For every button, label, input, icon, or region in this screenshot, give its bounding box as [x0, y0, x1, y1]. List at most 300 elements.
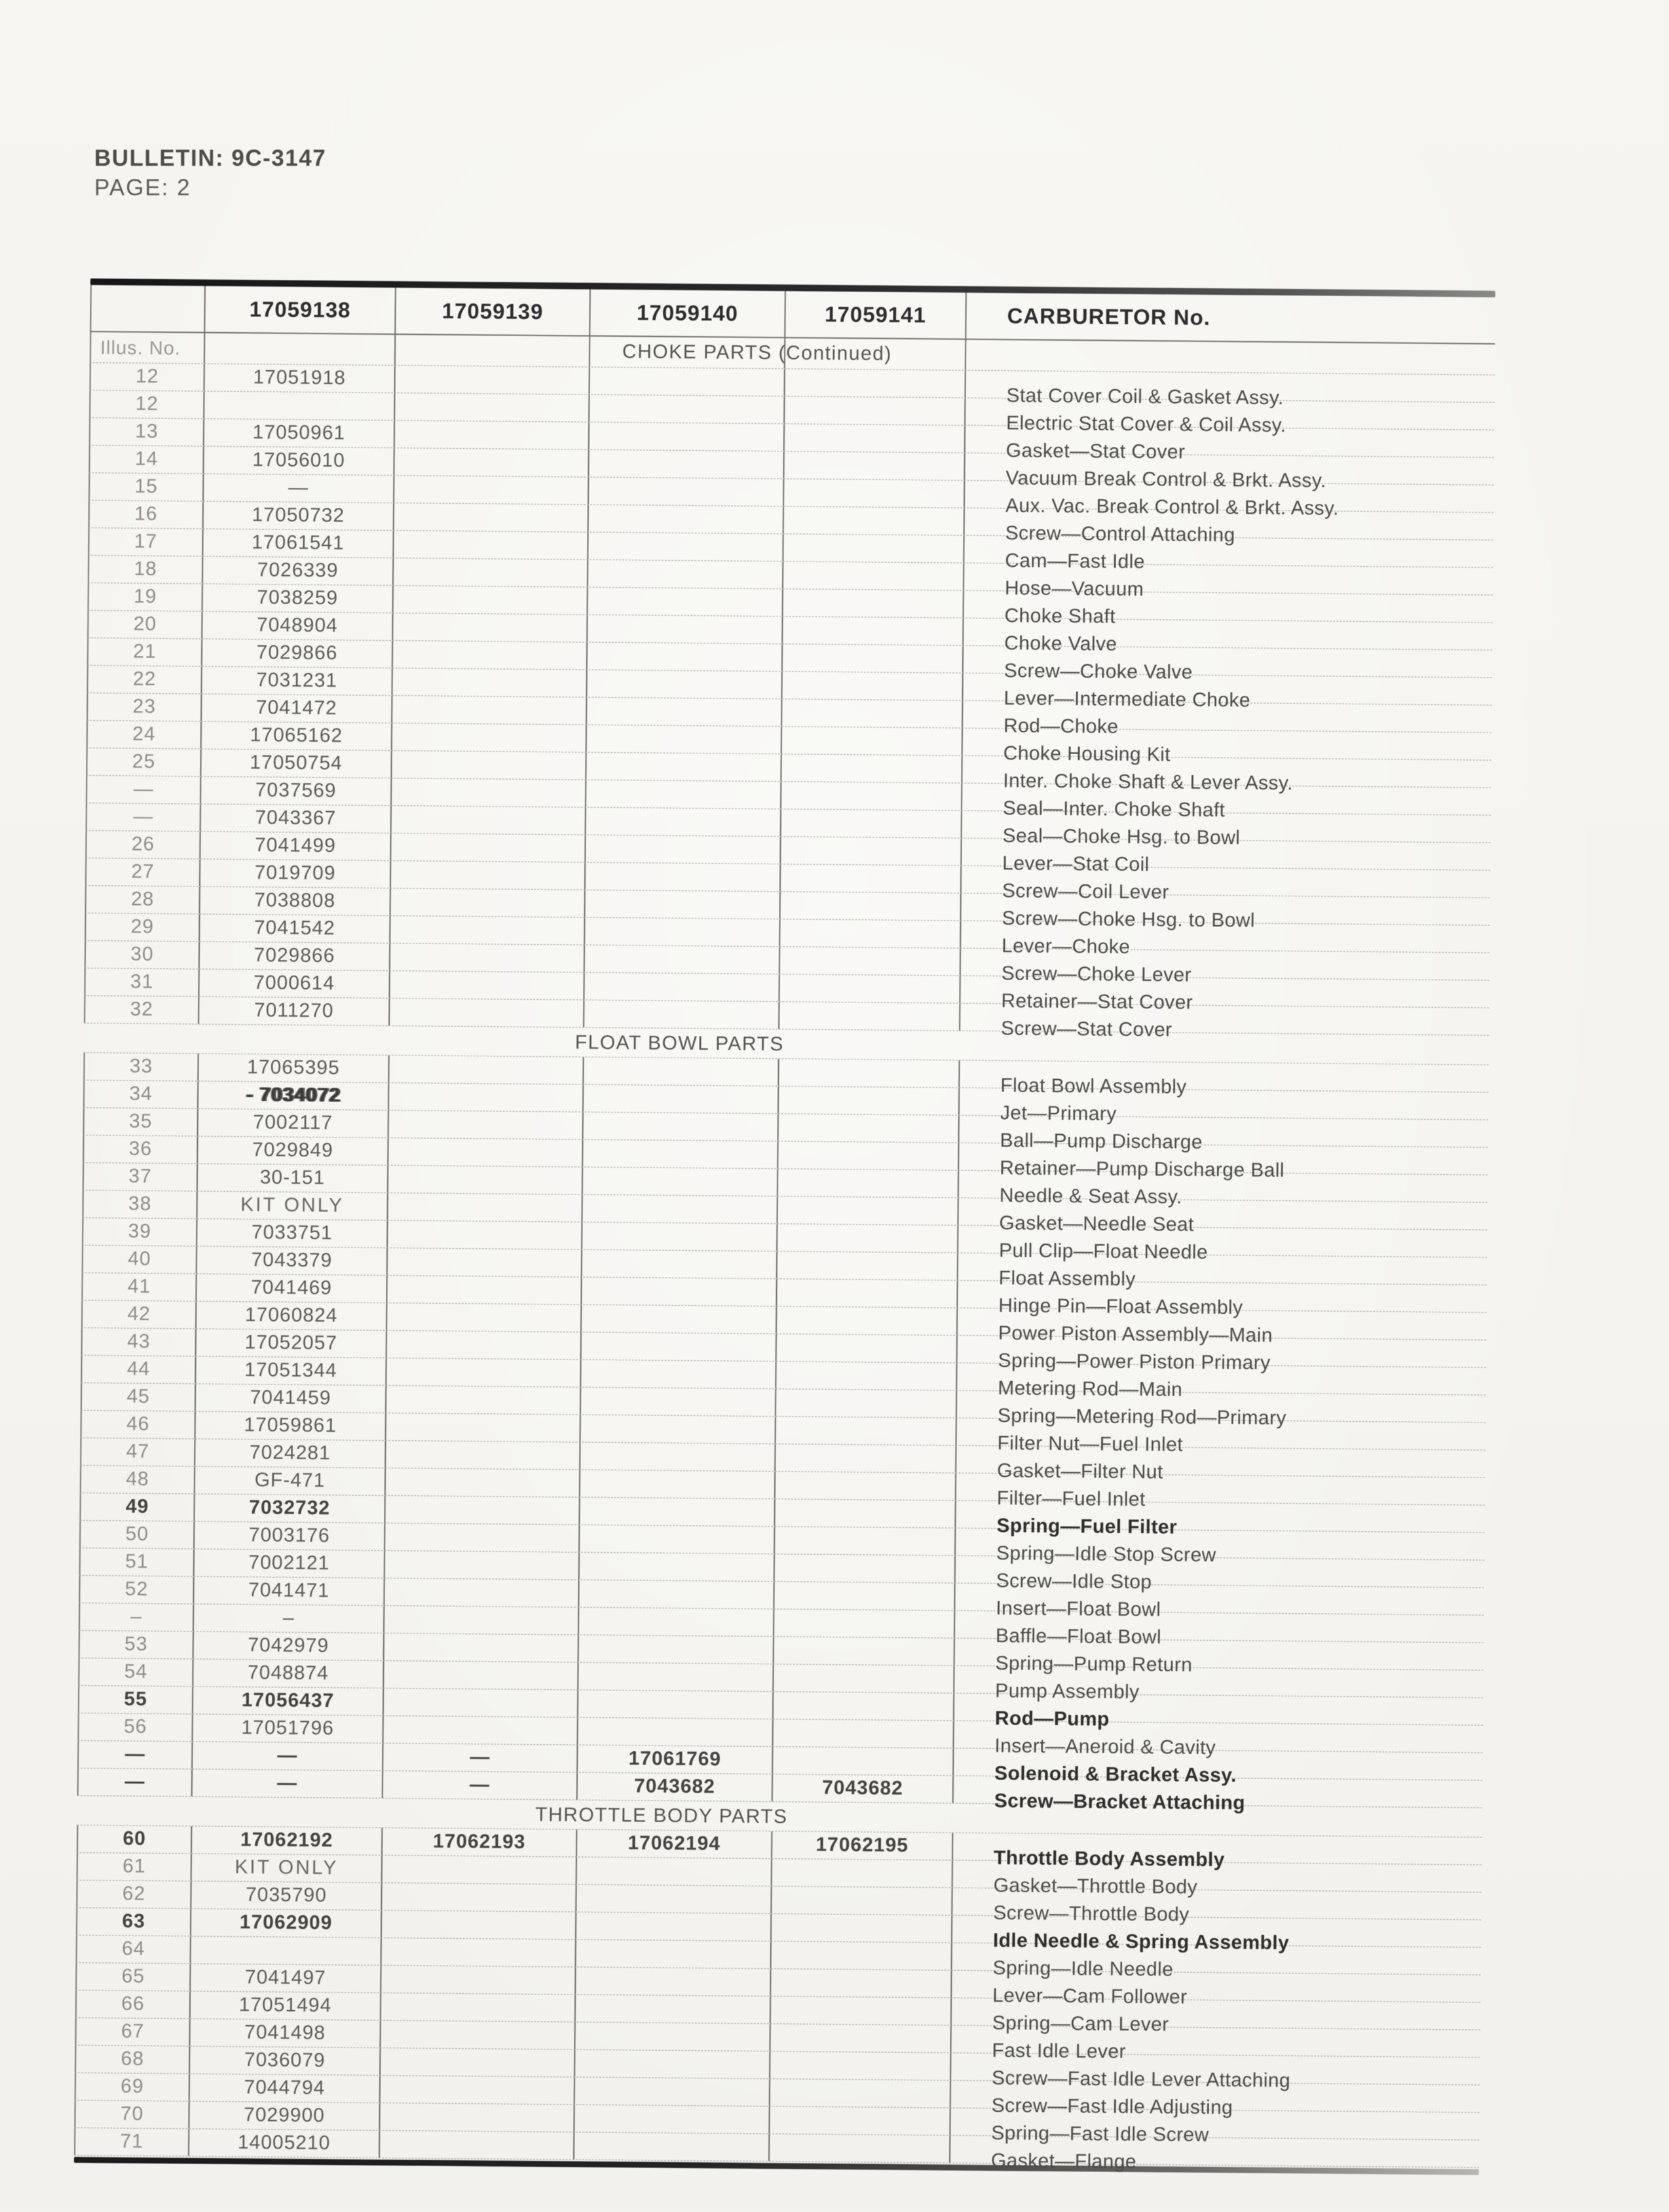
part-number: [774, 1637, 954, 1641]
part-number-cell: [203, 529, 394, 558]
illus-no: 26: [131, 833, 155, 855]
part-number: 17060824: [244, 1304, 338, 1327]
part-number-cell: [770, 2107, 950, 2135]
part-number: [782, 699, 962, 704]
parts-table-body: [74, 363, 1495, 2173]
part-number-cell: [772, 1941, 952, 1970]
part-number-cell: [785, 396, 966, 425]
carb-column-header: [590, 290, 786, 337]
part-number-cell: [382, 1911, 576, 1939]
part-description: Lever—Choke: [1002, 935, 1131, 958]
part-number: —: [276, 1772, 298, 1794]
part-number-cell: [395, 421, 590, 449]
part-number: 7002121: [248, 1552, 330, 1574]
part-description: Hose—Vacuum: [1004, 577, 1144, 601]
part-description: Spring—Cam Lever: [992, 2012, 1169, 2036]
part-number-cell: [589, 478, 784, 506]
illus-no: 38: [128, 1192, 152, 1215]
part-number-cell: [580, 1498, 775, 1527]
part-number: 7019709: [254, 862, 336, 885]
illus-no: 15: [134, 475, 159, 497]
part-number: 7037569: [255, 779, 337, 802]
part-number: 7044794: [244, 2076, 326, 2099]
part-number-cell: [204, 447, 394, 476]
part-number-cell: [775, 1554, 956, 1582]
illus-no-cell: [84, 941, 200, 969]
part-number: [782, 754, 962, 759]
part-number-cell: [772, 1831, 953, 1859]
illus-no: —: [133, 778, 154, 800]
illus-no: 40: [128, 1248, 151, 1270]
part-description: Screw—Choke Valve: [1003, 660, 1193, 683]
part-number-cell: [386, 1441, 580, 1470]
illus-no: 17: [134, 530, 158, 552]
part-number-cell: [201, 750, 392, 778]
part-number-cell: [197, 1329, 387, 1358]
part-number: [773, 1747, 952, 1751]
illus-no: 70: [120, 2103, 144, 2125]
part-description: Screw—Stat Cover: [1000, 1018, 1172, 1041]
part-number-cell: [195, 1521, 385, 1550]
part-number-cell: [383, 1744, 578, 1772]
illus-no: 63: [122, 1910, 145, 1932]
illus-no-cell: [88, 473, 204, 501]
part-number: [775, 1582, 954, 1586]
section-title: FLOAT BOWL PARTS: [574, 1031, 784, 1056]
part-number-cell: [782, 672, 963, 700]
part-number-cell: [771, 1996, 952, 2025]
part-number-cell: [778, 1141, 959, 1170]
part-number-cell: [577, 1858, 772, 1886]
illus-no-cell: [79, 1603, 194, 1631]
part-number-cell: [197, 1301, 387, 1330]
carb-number-3: 17059140: [636, 300, 739, 326]
illus-no: 32: [130, 998, 154, 1020]
part-number-cell: [581, 1388, 776, 1417]
part-number-cell: [772, 1859, 953, 1887]
illus-no: 44: [126, 1358, 151, 1380]
part-number-cell: [781, 837, 962, 865]
part-number: [785, 424, 964, 429]
illus-no-cell: [85, 831, 200, 859]
part-number-cell: [196, 1411, 386, 1440]
part-number-cell: [393, 613, 588, 642]
illus-no: 65: [121, 1965, 145, 1987]
part-number-cell: [780, 947, 961, 975]
part-number-cell: [588, 643, 783, 672]
part-number-cell: [391, 861, 586, 890]
part-number: —: [469, 1774, 491, 1796]
part-number-cell: [782, 699, 963, 727]
part-number: 7038259: [257, 586, 339, 609]
illus-no-cell: [77, 1768, 193, 1797]
illus-no-cell: [83, 1163, 198, 1191]
part-number-cell: [392, 778, 586, 807]
part-description: Gasket—Throttle Body: [993, 1875, 1198, 1898]
illus-no-cell: [89, 391, 204, 419]
part-description: Float Bowl Assembly: [1000, 1075, 1187, 1098]
part-number-cell: [199, 997, 390, 1025]
part-number-cell: [779, 1114, 960, 1142]
part-number: [784, 506, 964, 511]
part-number-cell: [395, 393, 590, 422]
part-number-cell: [385, 1551, 580, 1580]
part-number-cell: [584, 1001, 779, 1029]
part-number: 17065162: [250, 724, 343, 747]
spacer-cell: [966, 340, 1495, 375]
part-number-cell: [391, 888, 586, 917]
illus-no: 54: [124, 1660, 148, 1683]
illus-no-cell: [84, 968, 199, 997]
illus-no: 35: [128, 1110, 153, 1132]
part-number-cell: [189, 2101, 380, 2130]
part-number-cell: [394, 476, 589, 505]
part-number: 7041471: [248, 1579, 330, 1602]
part-number-cell: [202, 612, 393, 641]
part-number-cell: [385, 1496, 580, 1525]
part-number-cell: [196, 1384, 386, 1413]
illus-no-cell: [88, 583, 203, 611]
part-number-cell: [201, 805, 392, 833]
part-number: [772, 1886, 952, 1891]
part-number-cell: [588, 588, 783, 617]
part-number-cell: [779, 1086, 960, 1115]
part-number-cell: [382, 1883, 576, 1912]
part-number-cell: [781, 782, 962, 810]
illus-no-cell: [75, 1963, 191, 1991]
illus-no: 12: [135, 392, 159, 415]
part-description: Gasket—Flange: [990, 2150, 1137, 2173]
illus-no-cell: [83, 1080, 198, 1109]
illus-no-cell: [83, 1135, 198, 1164]
illus-no-cell: [89, 418, 204, 446]
part-number: 7042979: [248, 1634, 329, 1657]
parts-table: [74, 278, 1495, 2175]
part-number-cell: [392, 668, 587, 697]
part-number: 7011270: [253, 999, 334, 1022]
illus-no-cell: [78, 1713, 193, 1742]
part-description: Seal—Inter. Choke Shaft: [1002, 797, 1226, 822]
section-title-choke-parts: CHOKE PARTS (Continued): [622, 341, 892, 365]
part-number-cell: [585, 918, 780, 947]
part-number-cell: [380, 2103, 574, 2132]
part-description: Insert—Float Bowl: [996, 1597, 1161, 1621]
illus-no-cell: [83, 1108, 198, 1136]
part-number: [783, 589, 963, 594]
part-number-cell: [195, 1439, 386, 1468]
part-number: 7029900: [244, 2104, 326, 2127]
part-number-cell: [781, 809, 962, 837]
illus-no: 61: [122, 1855, 146, 1877]
illus-no: 37: [128, 1165, 152, 1187]
part-number-cell: [586, 835, 781, 864]
part-number: 7041497: [244, 1966, 326, 1989]
part-number: 7048904: [256, 614, 338, 637]
illus-no: 13: [135, 420, 159, 442]
part-number: 7029866: [253, 944, 335, 967]
part-number-cell: [197, 1219, 388, 1248]
part-number-cell: [575, 2023, 770, 2051]
part-number: 7041499: [254, 834, 336, 857]
illus-no-cell: [75, 1991, 191, 2019]
illus-no: 25: [132, 750, 156, 772]
part-number: [777, 1362, 956, 1366]
part-description: Screw—Bracket Attaching: [994, 1790, 1246, 1814]
part-number-cell: [778, 1251, 958, 1280]
part-number-cell: [580, 1470, 776, 1499]
part-description: Pull Clip—Float Needle: [998, 1240, 1209, 1263]
part-number: [778, 1251, 957, 1256]
illus-no-cell: [82, 1218, 197, 1246]
part-number: [775, 1527, 954, 1531]
part-number: [785, 369, 965, 373]
part-number: 7043367: [255, 807, 337, 830]
part-number-cell: [193, 1769, 383, 1798]
part-number-cell: [584, 1058, 779, 1086]
part-number-cell: [774, 1637, 955, 1665]
part-number-cell: [781, 754, 962, 782]
part-number-cell: [576, 1995, 771, 2024]
part-number-cell: [381, 2076, 575, 2105]
part-description: Rod—Pump: [994, 1707, 1110, 1730]
part-number: [774, 1719, 953, 1724]
part-description: Spring—Fuel Filter: [996, 1515, 1178, 1538]
part-number-cell: [783, 562, 964, 590]
part-description: Spring—Pump Return: [995, 1652, 1193, 1676]
illus-no: 46: [126, 1413, 150, 1435]
part-number-cell: [191, 1881, 382, 1910]
illus-no-cell: [81, 1273, 197, 1301]
illus-no: —: [124, 1770, 145, 1793]
part-number-cell: [393, 641, 588, 670]
part-number: —: [470, 1746, 491, 1768]
part-description: Spring—Power Piston Primary: [998, 1350, 1271, 1374]
illus-no: 16: [134, 503, 158, 525]
illus-no: 51: [125, 1550, 149, 1573]
illus-no: 14: [134, 448, 159, 470]
part-description: Choke Shaft: [1004, 605, 1116, 628]
part-number: [770, 2107, 950, 2111]
part-number-cell: [205, 364, 396, 393]
part-number-cell: [578, 1690, 774, 1719]
part-number-cell: [384, 1606, 579, 1635]
part-number-cell: [776, 1444, 956, 1472]
illus-no-cell: [85, 886, 200, 914]
part-number-cell: [390, 999, 584, 1027]
part-number: 17062909: [239, 1911, 333, 1934]
part-number-cell: [586, 753, 781, 782]
part-number: 17056437: [241, 1689, 335, 1712]
part-description: Screw—Coil Lever: [1002, 880, 1169, 904]
illus-no-cell: [86, 748, 201, 776]
part-number-cell: [388, 1166, 583, 1194]
part-number-cell: [389, 1083, 584, 1112]
part-number-cell: [197, 1274, 387, 1303]
part-number-cell: [581, 1360, 776, 1389]
illus-no-cell: [79, 1631, 194, 1659]
part-number-cell: [775, 1499, 956, 1527]
part-number-cell: [588, 533, 783, 562]
document-header: [94, 144, 326, 203]
illus-no-cell: [87, 611, 202, 639]
illus-no: 41: [127, 1275, 151, 1297]
part-number-cell: [773, 1774, 954, 1802]
part-number-cell: [394, 586, 588, 615]
part-number-cell: [385, 1523, 580, 1552]
part-number-cell: [578, 1718, 774, 1747]
part-number: [771, 2024, 950, 2029]
illus-no: 22: [132, 668, 157, 690]
part-number: 17051796: [241, 1717, 335, 1740]
part-description: Power Piston Assembly—Main: [998, 1322, 1273, 1346]
part-number: 17050754: [250, 752, 343, 774]
carb-column-header: [396, 288, 591, 335]
illus-no-cell: [86, 721, 202, 749]
part-number: KIT ONLY: [240, 1194, 345, 1217]
part-number-cell: [381, 2048, 575, 2077]
part-number-cell: [783, 617, 964, 645]
part-description: Screw—Fast Idle Lever Attaching: [991, 2067, 1291, 2092]
part-description: Screw—Fast Idle Adjusting: [991, 2095, 1233, 2119]
part-number: 17062195: [816, 1833, 909, 1856]
part-number-cell: [394, 503, 589, 532]
part-description: Aux. Vac. Break Control & Brkt. Assy.: [1005, 495, 1340, 520]
illus-no: —: [124, 1743, 145, 1765]
part-description: Spring—Idle Stop Screw: [996, 1542, 1216, 1567]
part-number-cell: [577, 1830, 772, 1859]
part-number-cell: [785, 424, 966, 452]
part-description: Cam—Fast Idle: [1005, 550, 1146, 573]
part-description: Fast Idle Lever: [992, 2040, 1127, 2063]
part-description: Jet—Primary: [1000, 1102, 1117, 1125]
part-number: [779, 1086, 958, 1091]
illus-no-cell: [90, 363, 205, 391]
part-number: 7026339: [257, 559, 339, 582]
part-number-cell: [582, 1223, 778, 1251]
illus-no-cell: [76, 1880, 191, 1909]
part-number-cell: [191, 1991, 381, 2020]
illus-no-cell: [88, 501, 204, 529]
part-number: 7041542: [253, 917, 335, 940]
part-description: Filter—Fuel Inlet: [996, 1487, 1146, 1511]
part-number-cell: [386, 1468, 580, 1497]
part-number-cell: [776, 1472, 956, 1500]
part-number: [781, 864, 960, 869]
part-number: 7043682: [821, 1776, 903, 1799]
part-number-cell: [380, 2131, 574, 2160]
part-description: Electric Stat Cover & Coil Assy.: [1005, 412, 1286, 436]
part-number-cell: [388, 1221, 582, 1249]
part-description: Metering Rod—Main: [998, 1377, 1183, 1401]
part-number-cell: [391, 833, 586, 862]
illus-no-cell: [75, 2046, 190, 2074]
part-number-cell: [200, 860, 391, 888]
part-number: [783, 617, 962, 621]
part-number: 17051918: [253, 366, 347, 389]
part-number: [776, 1499, 955, 1504]
part-number-cell: [589, 505, 784, 534]
part-number-cell: [783, 534, 964, 562]
part-number-cell: [578, 1745, 773, 1774]
part-description: Vacuum Break Control & Brkt. Assy.: [1005, 467, 1326, 492]
illus-no: 31: [130, 970, 154, 993]
illus-no-cell: [74, 2101, 189, 2129]
part-number: - 7034072: [246, 1084, 341, 1107]
part-description: Gasket—Filter Nut: [997, 1460, 1163, 1483]
illus-no-cell: [77, 1741, 193, 1769]
part-number-cell: [197, 1246, 388, 1275]
part-description: Spring—Metering Rod—Primary: [997, 1405, 1286, 1429]
part-number: [779, 1059, 959, 1063]
illus-no: 29: [130, 915, 155, 938]
part-number-cell: [199, 969, 390, 998]
part-number: [785, 396, 964, 401]
part-number: 7041469: [251, 1276, 333, 1299]
illus-no-cell: [86, 693, 202, 721]
part-number-cell: [192, 1854, 383, 1882]
part-number-cell: [383, 1771, 578, 1800]
part-number-cell: [579, 1635, 774, 1664]
part-description: Throttle Body Assembly: [993, 1847, 1225, 1871]
illus-no-cell: [76, 1908, 191, 1936]
spacer-cell: [396, 335, 590, 367]
illus-no-cell: [81, 1301, 197, 1329]
part-number-cell: [198, 1054, 389, 1082]
part-number: 17050732: [252, 504, 345, 527]
part-number-cell: [200, 914, 390, 943]
part-number: 7033751: [251, 1221, 333, 1244]
part-number: –: [282, 1607, 295, 1629]
part-number: 7003176: [248, 1524, 330, 1547]
part-number: 17062192: [240, 1829, 333, 1852]
part-number-cell: [770, 2079, 951, 2107]
part-number: 17051344: [244, 1359, 337, 1382]
part-number: 17050961: [252, 421, 346, 444]
part-number-cell: [588, 615, 783, 644]
part-number: [781, 809, 961, 814]
part-number-cell: [190, 2074, 381, 2103]
description-cell: [966, 371, 1494, 409]
part-number: [785, 451, 964, 456]
part-number: [784, 534, 964, 539]
part-number-cell: [784, 451, 965, 480]
part-number-cell: [392, 696, 587, 725]
part-number-cell: [588, 560, 783, 589]
part-number: 7038808: [254, 889, 336, 912]
part-number-cell: [381, 1966, 576, 1994]
part-number: 14005210: [237, 2131, 331, 2154]
part-number-cell: [381, 2021, 575, 2050]
illus-no-cell: [75, 2018, 190, 2046]
part-number: [781, 782, 961, 786]
part-number: [772, 1941, 951, 1946]
illus-no-cell: [79, 1521, 195, 1549]
illus-no: 34: [129, 1082, 153, 1105]
part-number-cell: [582, 1305, 777, 1334]
part-number-cell: [580, 1553, 775, 1582]
illus-no: 42: [127, 1303, 151, 1325]
part-number-cell: [772, 1914, 952, 1942]
part-number-cell: [778, 1169, 959, 1197]
part-number: 17062194: [628, 1832, 721, 1855]
part-number-cell: [574, 2105, 770, 2134]
part-number-cell: [198, 1164, 388, 1192]
bulletin-number: BULLETIN: 9C-3147: [94, 145, 327, 171]
part-number-cell: [579, 1580, 774, 1609]
illus-no-cell: [84, 996, 199, 1024]
part-number: 7000614: [253, 972, 335, 995]
part-number: KIT ONLY: [234, 1856, 339, 1879]
